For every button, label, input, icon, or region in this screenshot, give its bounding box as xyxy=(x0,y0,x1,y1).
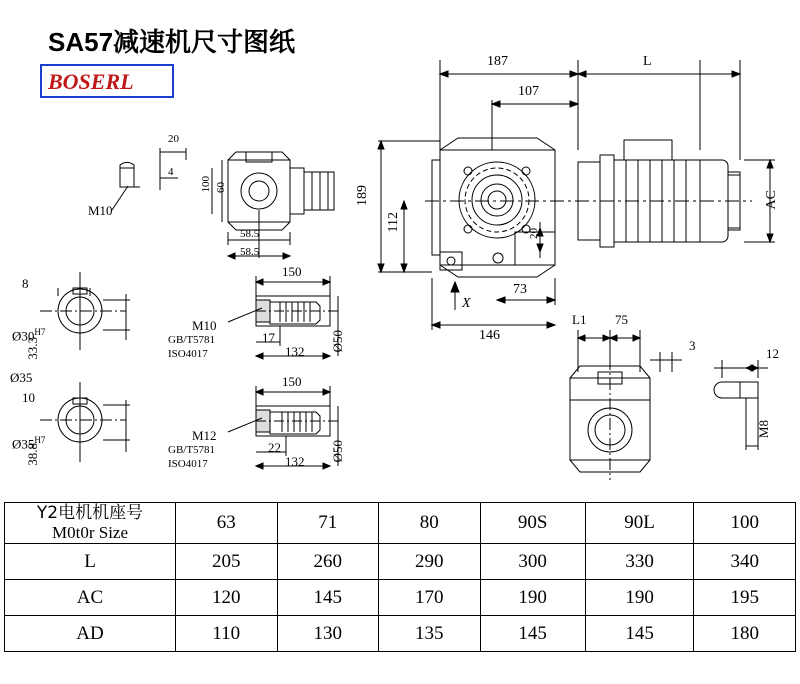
table-row-label: L xyxy=(5,544,176,580)
dim-33-3: 33.3 xyxy=(25,337,40,360)
dim-d35: $Ø35^{H7}$ xyxy=(12,435,46,452)
table-cell: 100 xyxy=(694,503,796,544)
table-cell: 130 xyxy=(277,616,379,652)
table-cell: 190 xyxy=(480,580,585,616)
dim-20-key: 20 xyxy=(168,133,179,145)
table-cell: 145 xyxy=(585,616,694,652)
table-row-label: AD xyxy=(5,616,176,652)
dim-10: 10 xyxy=(22,390,35,405)
std-iso4017-b: ISO4017 xyxy=(168,458,208,470)
table-cell: 330 xyxy=(585,544,694,580)
table-cell: 205 xyxy=(176,544,278,580)
dim-132-b: 132 xyxy=(285,454,305,469)
dim-12: 12 xyxy=(766,346,779,361)
dim-112: 112 xyxy=(386,212,401,233)
brand-logo-text: BOSERL xyxy=(48,69,134,94)
dim-75: 75 xyxy=(615,312,628,327)
dim-150-a: 150 xyxy=(282,264,302,279)
dim-146: 146 xyxy=(479,328,500,343)
dim-L: L xyxy=(643,54,652,69)
dim-d50-b: Ø50 xyxy=(330,440,345,463)
dim-d35-plain: Ø35 xyxy=(10,370,33,385)
table-cell: 63 xyxy=(176,503,278,544)
dim-73: 73 xyxy=(513,282,527,297)
dim-187: 187 xyxy=(487,54,508,69)
page-title: SA57减速机尺寸图纸 xyxy=(48,27,296,57)
table-cell: 90L xyxy=(585,503,694,544)
dim-M12-bolt: M12 xyxy=(192,428,217,443)
dim-58-5-a: 58.5 xyxy=(240,228,260,240)
dim-132-a: 132 xyxy=(285,344,305,359)
dim-17: 17 xyxy=(262,330,275,345)
table-cell: 170 xyxy=(379,580,481,616)
dim-189: 189 xyxy=(355,185,370,206)
table-row xyxy=(5,616,796,652)
table-cell: 80 xyxy=(379,503,481,544)
dim-4-key: 4 xyxy=(168,166,174,178)
dim-20-body: 20 xyxy=(528,228,540,239)
table-cell: 340 xyxy=(694,544,796,580)
table-cell: 300 xyxy=(480,544,585,580)
table-row xyxy=(5,544,796,580)
dim-8: 8 xyxy=(22,276,29,291)
dim-3: 3 xyxy=(689,338,696,353)
std-gbt5781-a: GB/T5781 xyxy=(168,334,216,346)
table-header-line1: Y2电机机座号 xyxy=(36,503,144,523)
dim-L1: L1 xyxy=(572,312,587,327)
table-header-label xyxy=(5,503,176,544)
table-cell: 90S xyxy=(480,503,585,544)
dim-150-b: 150 xyxy=(282,374,302,389)
table-cell: 135 xyxy=(379,616,481,652)
table-cell: 145 xyxy=(277,580,379,616)
table-cell: 120 xyxy=(176,580,278,616)
table-row-header xyxy=(5,503,796,544)
dim-100: 100 xyxy=(200,176,212,193)
dim-22: 22 xyxy=(268,440,281,455)
table-cell: 190 xyxy=(585,580,694,616)
dim-107: 107 xyxy=(518,84,539,99)
dim-M8: M8 xyxy=(756,420,771,439)
dim-58-5-b: 58.5 xyxy=(240,246,260,258)
table-cell: 71 xyxy=(277,503,379,544)
dim-AC: AC xyxy=(764,190,779,210)
table-header-line2: M0t0r Size xyxy=(51,523,129,542)
dim-38-8: 38.8 xyxy=(25,443,40,466)
dim-60: 60 xyxy=(215,182,227,193)
table-cell: 110 xyxy=(176,616,278,652)
dim-d50-a: Ø50 xyxy=(330,330,345,353)
table-cell: 180 xyxy=(694,616,796,652)
table-row xyxy=(5,580,796,616)
dim-X: X xyxy=(462,296,471,311)
table-row-label: AC xyxy=(5,580,176,616)
table-cell: 145 xyxy=(480,616,585,652)
dim-M10-key: M10 xyxy=(88,203,113,218)
table-cell: 290 xyxy=(379,544,481,580)
table-cell: 260 xyxy=(277,544,379,580)
std-gbt5781-b: GB/T5781 xyxy=(168,444,216,456)
table-cell: 195 xyxy=(694,580,796,616)
std-iso4017-a: ISO4017 xyxy=(168,348,208,360)
spec-table xyxy=(4,502,796,652)
dim-M10-bolt: M10 xyxy=(192,318,217,333)
dim-d30: $Ø30^{H7}$ xyxy=(12,327,46,344)
